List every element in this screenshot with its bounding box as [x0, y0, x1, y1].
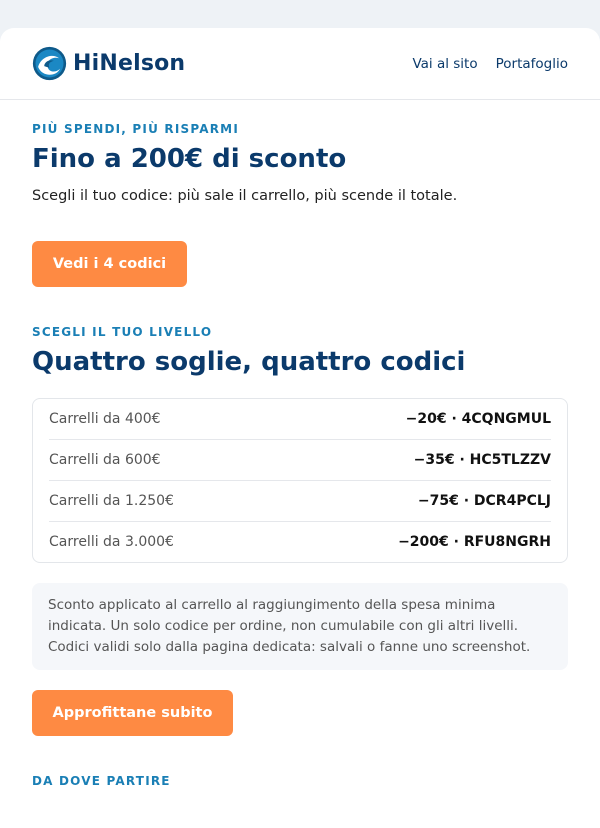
- levels-title: Quattro soglie, quattro codici: [32, 347, 466, 377]
- nav-link-portfolio[interactable]: Portafoglio: [495, 55, 568, 72]
- brand[interactable]: [32, 46, 185, 81]
- row-discount-code: −200€ · RFU8NGRH: [398, 534, 551, 550]
- row-threshold-label: Carrelli da 1.250€: [49, 493, 174, 509]
- table-row: [49, 440, 551, 481]
- levels-eyebrow: SCEGLI IL TUO LIVELLO: [32, 325, 213, 339]
- brand-name: HiNelson: [73, 51, 186, 76]
- row-threshold-label: Carrelli da 400€: [49, 411, 161, 427]
- row-discount-code: −35€ · HC5TLZZV: [413, 452, 551, 468]
- view-codes-button[interactable]: Vedi i 4 codici: [32, 241, 187, 287]
- hero-eyebrow: PIÙ SPENDI, PIÙ RISPARMI: [32, 122, 239, 136]
- email-card: [0, 28, 600, 828]
- row-discount-code: −75€ · DCR4PCLJ: [417, 493, 551, 509]
- take-advantage-button[interactable]: Approfittane subito: [32, 690, 233, 736]
- header: [0, 28, 600, 100]
- hero-lead: Scegli il tuo codice: più sale il carrello, più scende il totale.: [32, 188, 458, 204]
- hero-title: Fino a 200€ di sconto: [32, 144, 347, 174]
- hinelson-logo-icon: [32, 46, 67, 81]
- next-eyebrow: DA DOVE PARTIRE: [32, 774, 171, 788]
- main-content: [0, 122, 600, 788]
- row-discount-code: −20€ · 4CQNGMUL: [405, 411, 551, 427]
- table-row: [49, 399, 551, 440]
- row-threshold-label: Carrelli da 600€: [49, 452, 161, 468]
- row-threshold-label: Carrelli da 3.000€: [49, 534, 174, 550]
- terms-note: Sconto applicato al carrello al raggiungimento della spesa minima indicata. Un solo codice per ordine, non cumulabile con gli altri livelli. Codici validi solo dalla pagina dedicata: salvali o fanne uno screenshot.: [32, 583, 568, 670]
- top-nav: [412, 56, 568, 72]
- nav-link-visit-site[interactable]: Vai al sito: [412, 55, 478, 72]
- codes-table: [32, 398, 568, 563]
- table-row: [49, 481, 551, 522]
- table-row: [49, 522, 551, 562]
